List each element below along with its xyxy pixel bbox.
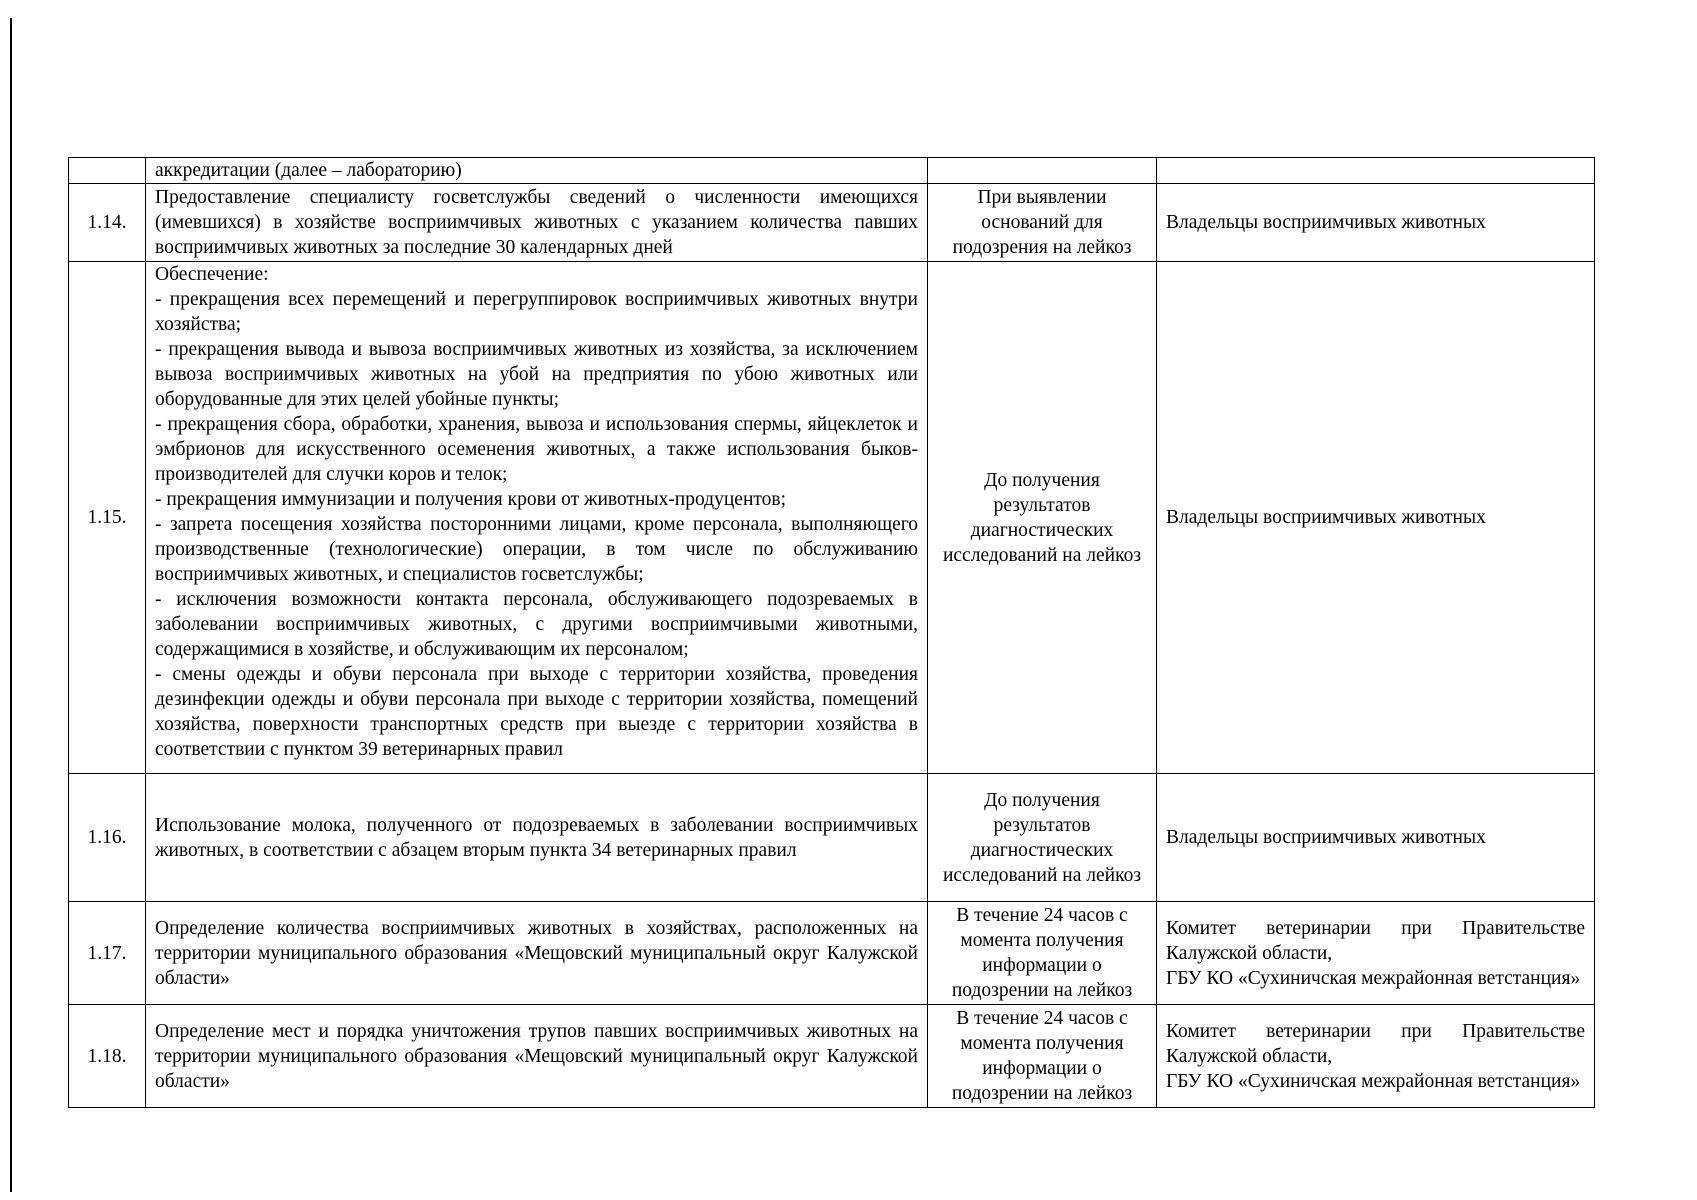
description-line: - прекращения вывода и вывоза восприимчивых животных из хозяйства, за исключением вывоза восприимчивых животных на убой на предприятия по убою животных или оборудованные для этих целей убойные пункты; [155,339,918,410]
row-num: 1.16. [69,774,146,902]
row-responsible-cell [1157,1005,1595,1108]
description-text: аккредитации (далее – лабораторию) [155,160,462,181]
row-description-cell [146,262,928,774]
table-row [69,774,1595,902]
table-row [69,184,1595,262]
description-text: Предоставление специалисту госветслужбы сведений о численности имеющихся (имевшихся) в хозяйстве восприимчивых животных с указанием количества павших восприимчивых животных за последние 30 календарных дней [155,187,918,258]
row-timing: До получения результатов диагностических исследований на лейкоз [928,262,1157,774]
description-text: Определение количества восприимчивых животных в хозяйствах, расположенных на территории муниципального образования «Мещовский муниципальный округ Калужской области» [155,917,918,989]
row-description-cell [146,774,928,902]
row-responsible-cell [1157,262,1595,774]
row-num: 1.14. [69,184,146,262]
row-responsible-cell [1157,158,1595,184]
responsible-line: ГБУ КО «Сухиничская межрайонная ветстанция» [1166,1070,1581,1092]
description-line: - прекращения сбора, обработки, хранения, вывоза и использования спермы, яйцеклеток и эмбрионов для искусственного осеменения животных, а также использования быков-производителей для случки коров и телок; [155,414,918,485]
row-num: 1.15. [69,262,146,774]
responsible-text: Владельцы восприимчивых животных [1166,507,1486,528]
description-line: - прекращения всех перемещений и перегруппировок восприимчивых животных внутри хозяйства; [155,289,918,335]
row-responsible-cell [1157,902,1595,1005]
row-responsible-cell [1157,774,1595,902]
description-line: - прекращения иммунизации и получения крови от животных-продуцентов; [155,489,787,510]
row-responsible-cell [1157,184,1595,262]
description-line: - смены одежды и обуви персонала при выходе с территории хозяйства, проведения дезинфекции одежды и обуви персонала при выходе с территории хозяйства, помещений хозяйства, поверхности транспортных средств при выезде с территории хозяйства в соответствии с пунктом 39 ветеринарных правил [155,664,918,760]
description-line: - запрета посещения хозяйства посторонними лицами, кроме персонала, выполняющего производственные (технологические) операции, в том числе по обслуживанию восприимчивых животных, и специалистов госветслужбы; [155,514,918,585]
table-row [69,902,1595,1005]
table-row-continued [69,158,1595,184]
row-description-cell [146,1005,928,1108]
table-row [69,1005,1595,1108]
responsible-line: ГБУ КО «Сухиничская межрайонная ветстанция» [1166,967,1581,989]
responsible-line: Комитет ветеринарии при Правительстве Калужской области, [1166,1020,1585,1067]
description-text: Использование молока, полученного от подозреваемых в заболевании восприимчивых животных, в соответствии с абзацем вторым пункта 34 ветеринарных правил [155,814,918,861]
row-timing: До получения результатов диагностических исследований на лейкоз [928,774,1157,902]
row-num: 1.18. [69,1005,146,1108]
measures-table [68,157,1595,1108]
responsible-text: Владельцы восприимчивых животных [1166,212,1486,233]
row-num: 1.17. [69,902,146,1005]
row-description-cell [146,158,928,184]
row-description-cell [146,184,928,262]
responsible-line: Комитет ветеринарии при Правительстве Калужской области, [1166,917,1585,964]
row-timing: В течение 24 часов с момента получения информации о подозрении на лейкоз [928,902,1157,1005]
page-margin-line [10,18,12,1192]
row-timing-cell [928,158,1157,184]
row-description-cell [146,902,928,1005]
description-line: - исключения возможности контакта персонала, обслуживающего подозреваемых в заболевании восприимчивых животных, с другими восприимчивыми животными, содержащимися в хозяйстве, и обслуживающим их персоналом; [155,589,918,660]
row-num-cell [69,158,146,184]
responsible-text: Владельцы восприимчивых животных [1166,827,1486,848]
description-text: Определение мест и порядка уничтожения трупов павших восприимчивых животных на территории муниципального образования «Мещовский муниципальный округ Калужской области» [155,1020,918,1092]
table-row [69,262,1595,774]
description-line: Обеспечение: [155,264,269,285]
row-timing: При выявлении оснований для подозрения на лейкоз [928,184,1157,262]
row-timing: В течение 24 часов с момента получения информации о подозрении на лейкоз [928,1005,1157,1108]
